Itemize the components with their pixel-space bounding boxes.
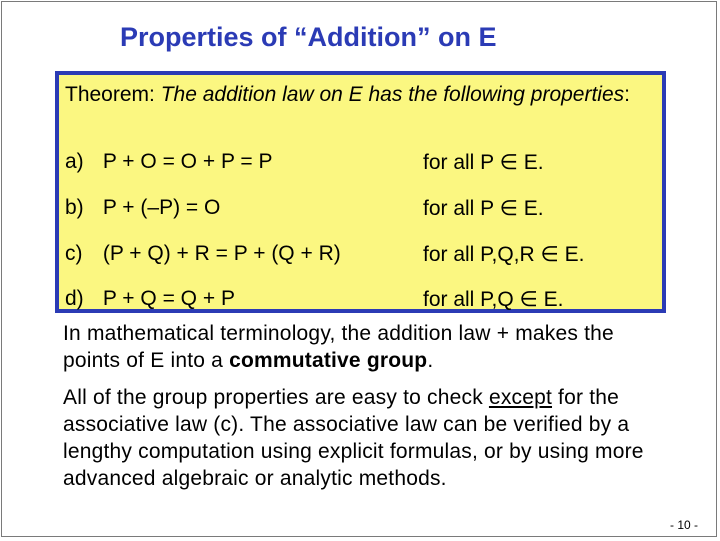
commutative-group-term: commutative group	[229, 349, 428, 372]
theorem-box	[55, 71, 666, 313]
property-d	[65, 287, 235, 311]
property-label: c)	[65, 242, 83, 265]
except-word: except	[488, 386, 553, 409]
property-b-condition: for all P ∈ E.	[423, 197, 544, 220]
property-c	[65, 242, 341, 266]
property-expression: (P + Q) + R = P + (Q + R)	[102, 242, 341, 265]
property-c-condition: for all P,Q,R ∈ E.	[423, 243, 585, 266]
property-label: a)	[65, 150, 84, 173]
group-paragraph	[63, 320, 663, 374]
slide	[1, 1, 717, 537]
slide-title: Properties of “Addition” on E	[120, 22, 497, 52]
theorem-statement	[65, 81, 655, 108]
property-label: d)	[65, 287, 84, 310]
theorem-colon: :	[624, 83, 630, 106]
associative-paragraph	[63, 384, 663, 492]
group-paragraph-end: .	[427, 349, 434, 372]
property-expression: P + Q = Q + P	[102, 287, 235, 310]
associative-paragraph-text: All of the group properties are easy to check	[63, 386, 489, 409]
theorem-lead: Theorem:	[65, 83, 161, 106]
property-d-condition: for all P,Q ∈ E.	[423, 288, 564, 311]
property-b	[65, 196, 220, 220]
page-number: - 10 -	[669, 518, 698, 532]
group-paragraph-text: In mathematical terminology, the addition law + makes the points of E into a	[63, 322, 614, 372]
property-expression: P + (–P) = O	[102, 196, 221, 219]
associative-paragraph-rest: for the associative law (c). The associative law can be verified by a lengthy computation using explicit formulas, or by using more advanced algebraic or analytic methods.	[63, 386, 644, 490]
property-a-condition: for all P ∈ E.	[423, 151, 544, 174]
property-label: b)	[65, 196, 84, 219]
property-a	[65, 150, 273, 174]
theorem-text: The addition law on E has the following properties	[160, 83, 625, 106]
property-expression: P + O = O + P = P	[102, 150, 273, 173]
